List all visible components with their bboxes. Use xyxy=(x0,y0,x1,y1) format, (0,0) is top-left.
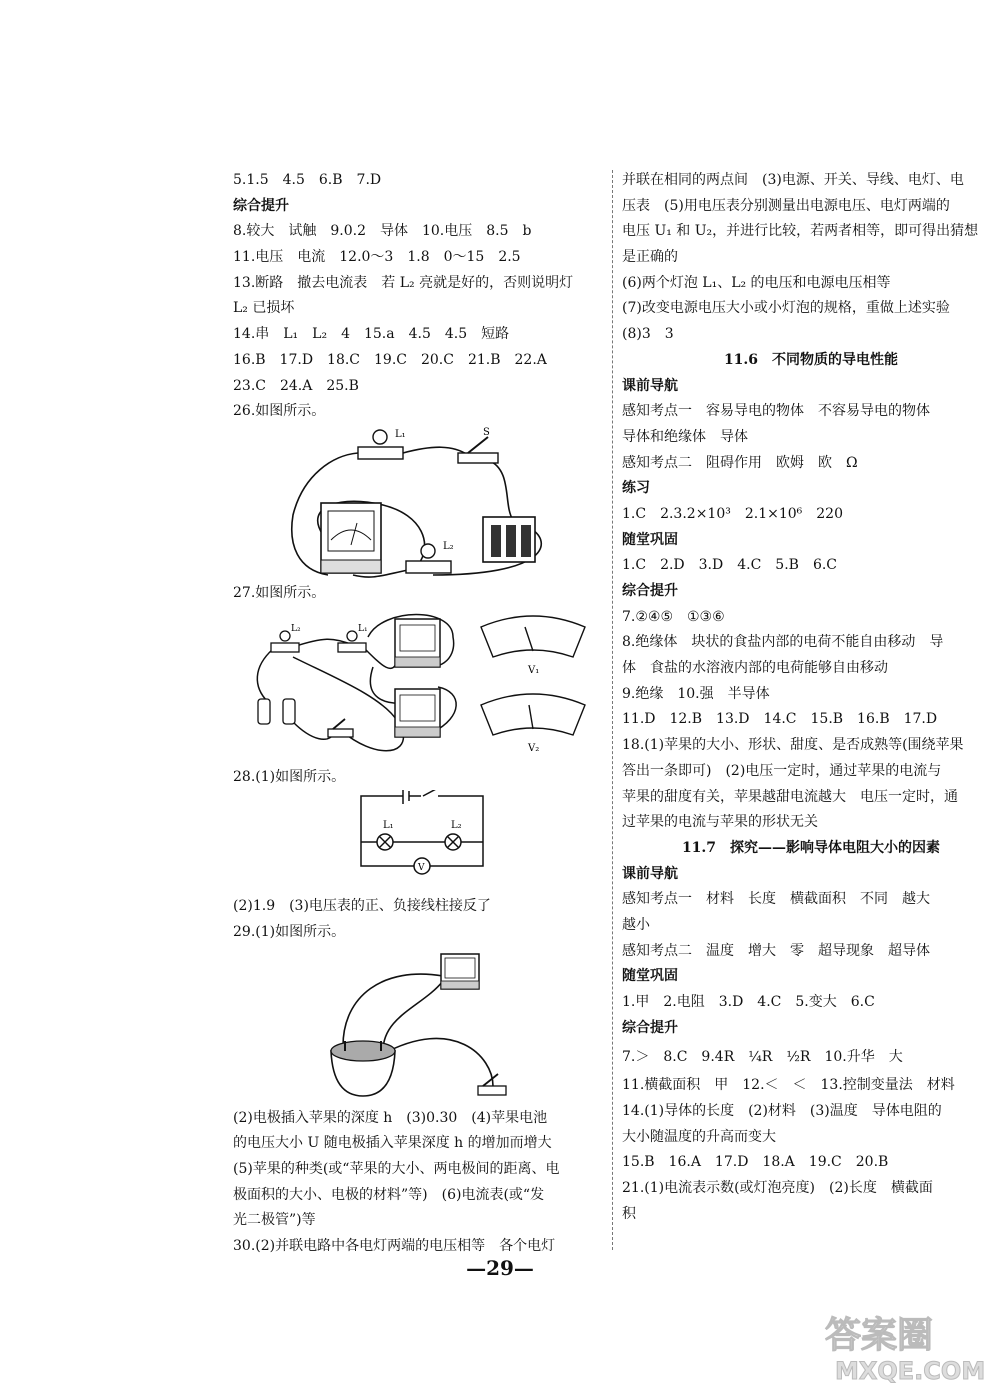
answer-line: 11.D 12.B 13.D 14.C 15.B 16.B 17.D xyxy=(622,711,938,728)
answer-line: 大小随温度的升高而变大 xyxy=(622,1128,776,1145)
answer-line: 8.较大 试触 9.0.2 导体 10.电压 8.5 b xyxy=(233,223,532,240)
answer-line: 是正确的 xyxy=(622,249,678,266)
answer-line: (2)1.9 (3)电压表的正、负接线柱接反了 xyxy=(233,898,491,915)
section-heading: 练习 xyxy=(622,480,650,497)
label-L1: L₁ xyxy=(395,428,406,440)
answer-line: 9.绝缘 10.强 半导体 xyxy=(622,685,770,702)
section-heading: 课前导航 xyxy=(622,865,678,882)
answer-line: 29.(1)如图所示。 xyxy=(233,923,346,940)
answer-line: (2)电极插入苹果的深度 h (3)0.30 (4)苹果电池 xyxy=(233,1109,548,1126)
answer-line: 苹果的甜度有关，苹果越甜电流越大 电压一定时，通 xyxy=(622,788,958,805)
answer-line: 体 食盐的水溶液内部的电荷能够自由移动 xyxy=(622,660,888,677)
answer-line: 23.C 24.A 25.B xyxy=(233,377,359,394)
figure-28-schematic xyxy=(233,790,603,894)
answer-line: (7)改变电源电压大小或小灯泡的规格，重做上述实验 xyxy=(622,300,950,317)
answer-line: (6)两个灯泡 L₁、L₂ 的电压和电源电压相等 xyxy=(622,274,891,291)
label-S: S xyxy=(483,426,490,438)
left-column xyxy=(233,168,603,1260)
label-L1: L₁ xyxy=(383,820,394,832)
figure-29-apple-battery xyxy=(233,946,603,1106)
answer-line: 感知考点二 阻碍作用 欧姆 欧 Ω xyxy=(622,454,858,471)
figure-27-circuit xyxy=(233,607,603,765)
answer-line: 16.B 17.D 18.C 19.C 20.C 21.B 22.A xyxy=(233,351,547,368)
answer-line: 26.如图所示。 xyxy=(233,403,326,420)
section-heading: 课前导航 xyxy=(622,377,678,394)
label-V: V xyxy=(418,863,425,874)
answer-line: 14.串 L₁ L₂ 4 15.a 4.5 4.5 短路 xyxy=(233,326,510,343)
label-L2: L₂ xyxy=(451,820,462,832)
answer-line: 导体和绝缘体 导体 xyxy=(622,428,748,445)
label-L1: L₁ xyxy=(358,623,368,634)
page-number: —29— xyxy=(466,1256,534,1280)
answer-line: 过苹果的电流与苹果的形状无关 xyxy=(622,814,818,831)
answer-line: 8.绝缘体 块状的食盐内部的电荷不能自由移动 导 xyxy=(622,634,944,651)
watermark-logo xyxy=(815,1305,1000,1385)
answer-line: 1.C 2.D 3.D 4.C 5.B 6.C xyxy=(622,557,838,574)
answer-line: 11.电压 电流 12.0～3 1.8 0～15 2.5 xyxy=(233,249,521,266)
answer-line: 18.(1)苹果的大小、形状、甜度、是否成熟等(围绕苹果 xyxy=(622,737,964,754)
column-divider xyxy=(612,170,613,1250)
section-heading: 随堂巩固 xyxy=(622,531,678,548)
answer-line: L₂ 已损坏 xyxy=(233,300,295,317)
answer-line: 13.断路 撤去电流表 若 L₂ 亮就是好的，否则说明灯 xyxy=(233,274,574,291)
answer-line: (5)苹果的种类(或“苹果的大小、两电极间的距离、电 xyxy=(233,1161,560,1177)
answer-line: 并联在相同的两点间 (3)电源、开关、导线、电灯、电 xyxy=(622,172,964,188)
figure-26-circuit xyxy=(233,425,603,581)
section-title: 11.7 探究——影响导体电阻大小的因素 xyxy=(681,839,941,856)
answer-line: 积 xyxy=(622,1205,636,1222)
answer-line: 5.1.5 4.5 6.B 7.D xyxy=(233,172,382,188)
label-L2: L₂ xyxy=(443,540,454,552)
answer-line: 感知考点一 容易导电的物体 不容易导电的物体 xyxy=(622,403,930,420)
label-L2: L₂ xyxy=(291,623,301,634)
answer-line: (8)3 3 xyxy=(622,326,674,343)
right-column xyxy=(622,168,1000,1228)
answer-line: 感知考点一 材料 长度 横截面积 不同 越大 xyxy=(622,891,930,908)
section-heading: 综合提升 xyxy=(233,197,289,214)
label-V2: V₂ xyxy=(528,742,540,754)
answer-line: 27.如图所示。 xyxy=(233,584,326,601)
answer-line: 11.横截面积 甲 12.＜ ＜ 13.控制变量法 材料 xyxy=(622,1077,955,1094)
watermark-url: MXQE.COM xyxy=(835,1357,986,1385)
answer-line: 15.B 16.A 17.D 18.A 19.C 20.B xyxy=(622,1154,889,1171)
section-title: 11.6 不同物质的导电性能 xyxy=(723,351,899,368)
answer-line: 极面积的大小、电极的材料”等) (6)电流表(或“发 xyxy=(233,1186,545,1203)
answer-line: 28.(1)如图所示。 xyxy=(233,768,346,785)
answer-line: 1.甲 2.电阻 3.D 4.C 5.变大 6.C xyxy=(622,994,875,1010)
answer-line: 感知考点二 温度 增大 零 超导现象 超导体 xyxy=(622,942,930,959)
answer-line: 电压 U₁ 和 U₂，并进行比较，若两者相等，即可得出猜想 xyxy=(622,223,979,240)
answer-line: 7.②④⑤ ①③⑥ xyxy=(622,608,725,625)
section-heading: 综合提升 xyxy=(622,583,678,599)
watermark-title: 答案圈 xyxy=(825,1315,934,1356)
answer-line: 的电压大小 U 随电极插入苹果深度 h 的增加而增大 xyxy=(233,1135,552,1152)
answer-line: 1.C 2.3.2×10³ 2.1×10⁶ 220 xyxy=(622,505,843,522)
answer-line: 14.(1)导体的长度 (2)材料 (3)温度 导体电阻的 xyxy=(622,1103,942,1120)
answer-line: 21.(1)电流表示数(或灯泡亮度) (2)长度 横截面 xyxy=(622,1180,933,1197)
answer-line: 压表 (5)用电压表分别测量出电源电压、电灯两端的 xyxy=(622,197,950,214)
answer-line: 30.(2)并联电路中各电灯两端的电压相等 各个电灯 xyxy=(233,1238,556,1255)
answer-line: 越小 xyxy=(622,916,650,933)
label-V1: V₁ xyxy=(528,664,540,676)
answer-line: 光二极管”)等 xyxy=(233,1212,316,1229)
answer-line: 答出一条即可) (2)电压一定时，通过苹果的电流与 xyxy=(622,762,942,779)
answer-line: 7.＞ 8.C 9.4R ¼R ½R 10.升华 大 xyxy=(622,1049,903,1066)
section-heading: 随堂巩固 xyxy=(622,968,678,985)
section-heading: 综合提升 xyxy=(622,1019,678,1036)
